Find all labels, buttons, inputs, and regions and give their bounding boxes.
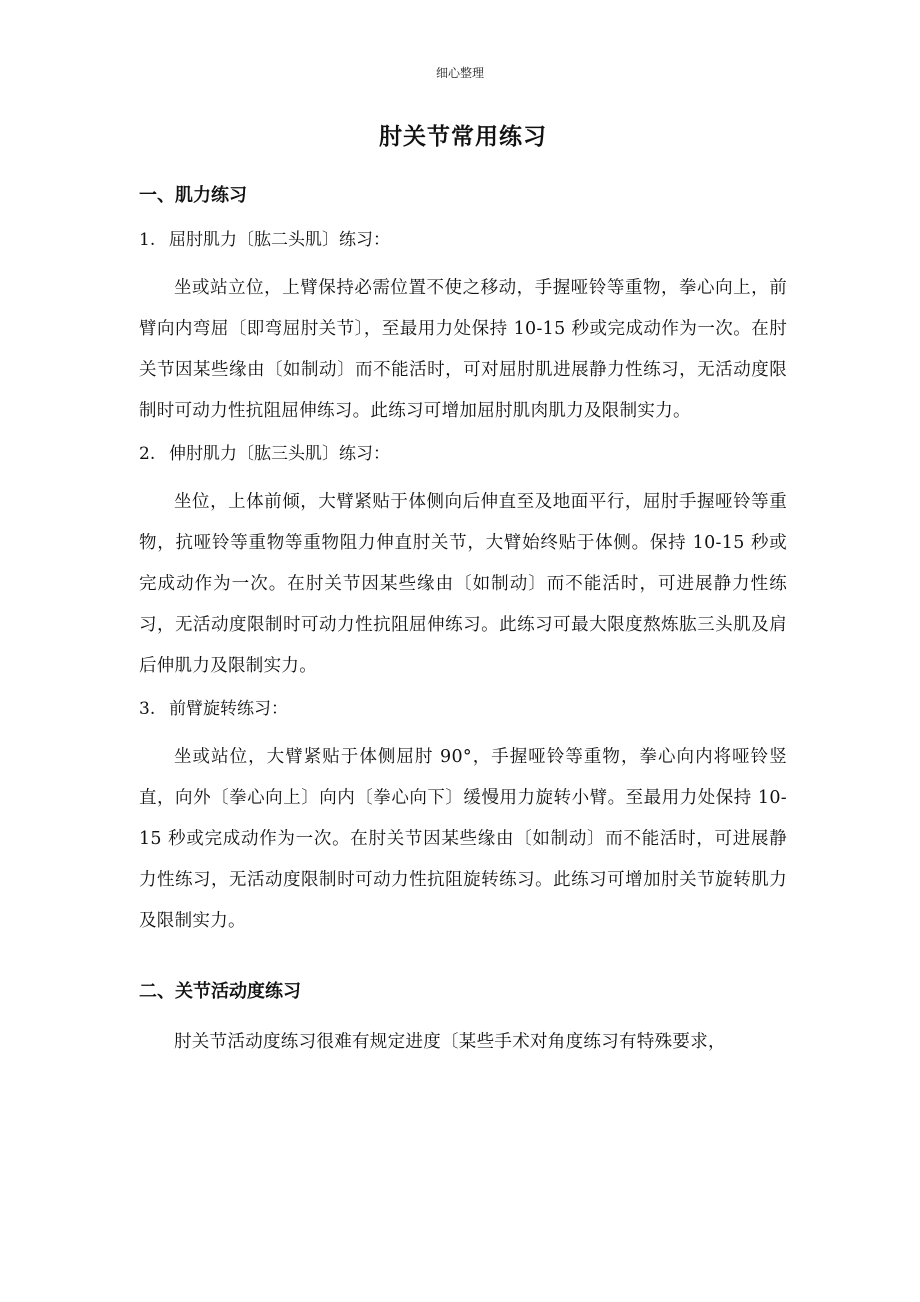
item-number: 3. [139, 699, 156, 719]
item-title: 前臂旋转练习： [169, 699, 288, 719]
item-title: 屈肘肌力〔肱二头肌〕练习： [169, 230, 390, 250]
paragraph-extension: 坐位，上体前倾，大臂紧贴于体侧向后伸直至及地面平行，屈肘手握哑铃等重物，抗哑铃等重物等重物阻力伸直肘关节，大臂始终贴于体侧。保持 10-15 秒或完成动作为一次。在肘关节因某些缘由〔如制动〕而不能活时，可进展静力性练习，无活动度限制时可动力性抗阻屈伸练习。此练习可最大限度熬炼肱三头肌及肩后伸肌力及限制实力。 [139, 492, 787, 676]
section-heading-strength: 一、肌力练习 [139, 185, 247, 206]
paragraph-rom: 肘关节活动度练习很难有规定进度〔某些手术对角度练习有特殊要求， [174, 1032, 726, 1052]
paragraph-flexion: 坐或站立位，上臂保持必需位置不使之移动，手握哑铃等重物，拳心向上，前臂向内弯屈〔即弯屈肘关节〕，至最用力处保持 10-15 秒或完成动作为一次。在肘关节因某些缘由〔如制动〕而不能活时，可对屈肘肌进展静力性练习，无活动度限制时可动力性抗阻屈伸练习。此练习可增加屈肘肌肉肌力及限制实力。 [139, 278, 787, 421]
item-heading-rotation [139, 695, 787, 723]
item-heading-flexion [139, 226, 787, 254]
item-number: 1. [139, 230, 156, 250]
section-gap [139, 950, 787, 978]
item-heading-extension [139, 440, 787, 468]
paragraph-rotation: 坐或站位，大臂紧贴于体侧屈肘 90°，手握哑铃等重物，拳心向内将哑铃竖直，向外〔拳心向上〕向内〔拳心向下〕缓慢用力旋转小臂。至最用力处保持 10-15 秒或完成动作为一次。在肘关节因某些缘由〔如制动〕而不能活时，可进展静力性练习，无活动度限制时可动力性抗阻旋转练习。此练习可增加肘关节旋转肌力及限制实力。 [139, 747, 787, 931]
document-content [139, 118, 787, 1071]
page-title: 肘关节常用练习 [379, 124, 547, 150]
section-heading-rom: 二、关节活动度练习 [139, 981, 301, 1002]
header-note: 细心整理 [435, 66, 484, 80]
item-number: 2. [139, 444, 156, 464]
item-title: 伸肘肌力〔肱三头肌〕练习： [169, 444, 390, 464]
